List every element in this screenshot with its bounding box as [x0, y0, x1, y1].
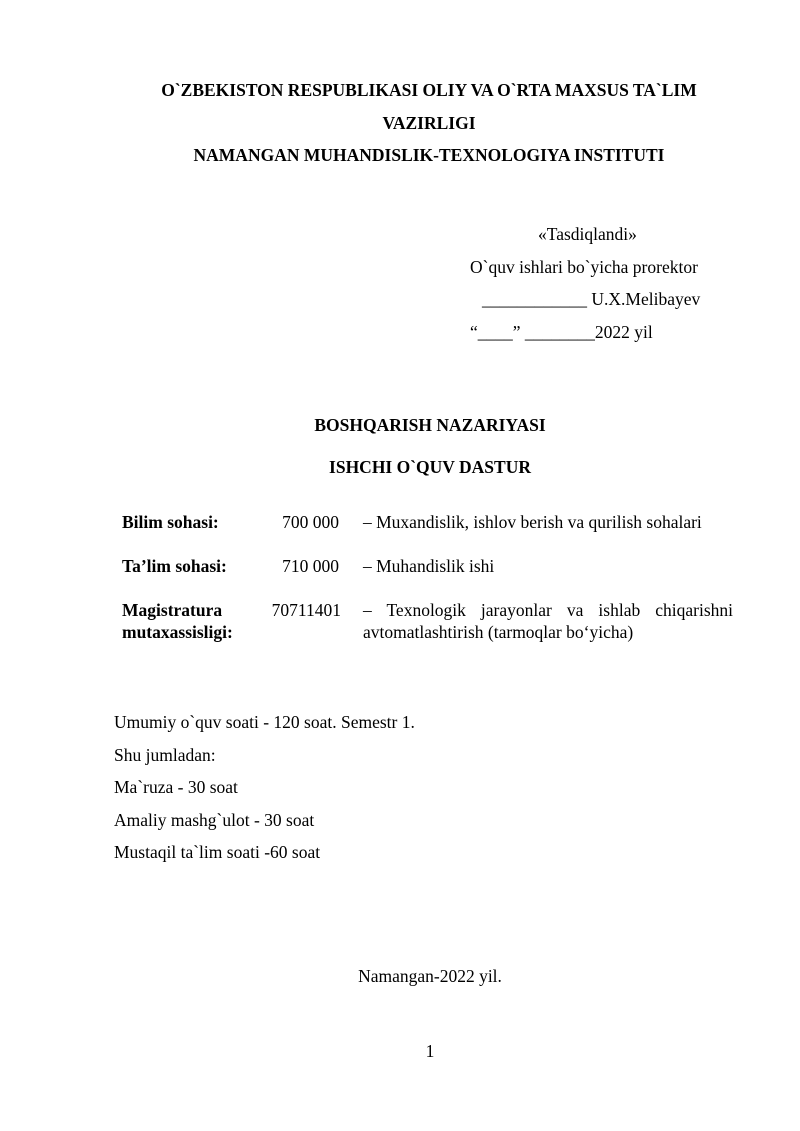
lecture-hours: Ma`ruza - 30 soat [114, 777, 238, 797]
info-code: 710 000 [282, 556, 339, 576]
info-description: – Texnologik jarayonlar va ishlab chiqarishni avtomatlashtirish (tarmoqlar bo‘yicha) [363, 600, 733, 642]
hours-summary [114, 706, 415, 869]
document-type-title: ISHCHI O`QUV DASTUR [329, 457, 531, 477]
approval-role: O`quv ishlari bo`yicha prorektor [470, 256, 698, 277]
program-info-table [122, 511, 733, 665]
info-label: Ta’lim sohasi: [122, 556, 227, 576]
city-year: Namangan-2022 yil. [358, 966, 502, 986]
info-description: – Muhandislik ishi [363, 556, 495, 576]
ministry-header [100, 74, 758, 172]
total-hours: Umumiy o`quv soati - 120 soat. Semestr 1. [114, 712, 415, 732]
info-code: 700 000 [282, 512, 339, 532]
hours-including: Shu jumladan: [114, 744, 216, 765]
practical-hours: Amaliy mashg`ulot - 30 soat [114, 809, 315, 830]
info-label: Bilim sohasi: [122, 512, 219, 532]
approval-date: “____” ________2022 yil [470, 321, 653, 342]
independent-study-hours: Mustaqil ta`lim soati -60 soat [114, 842, 321, 862]
subject-title: BOSHQARISH NAZARIYASI [314, 415, 546, 435]
info-code: 70711401 [271, 600, 341, 620]
info-row [122, 555, 733, 577]
info-row [122, 511, 733, 533]
info-description: – Muxandislik, ishlov berish va qurilish sohalari [363, 512, 702, 532]
info-label: Magistratura mutaxassisligi: [122, 600, 233, 642]
approval-title: «Tasdiqlandi» [538, 224, 637, 244]
ministry-name-line1: O`ZBEKISTON RESPUBLIKASI OLIY VA O`RTA MAXSUS TA`LIM [161, 80, 697, 100]
approval-block [470, 218, 700, 348]
approval-signature: ____________ U.X.Melibayev [482, 289, 701, 309]
ministry-name-line2: VAZIRLIGI [382, 112, 476, 133]
info-row [122, 599, 733, 643]
institute-name: NAMANGAN MUHANDISLIK-TEXNOLOGIYA INSTITUTI [193, 145, 665, 165]
page-number: 1 [425, 1041, 435, 1061]
